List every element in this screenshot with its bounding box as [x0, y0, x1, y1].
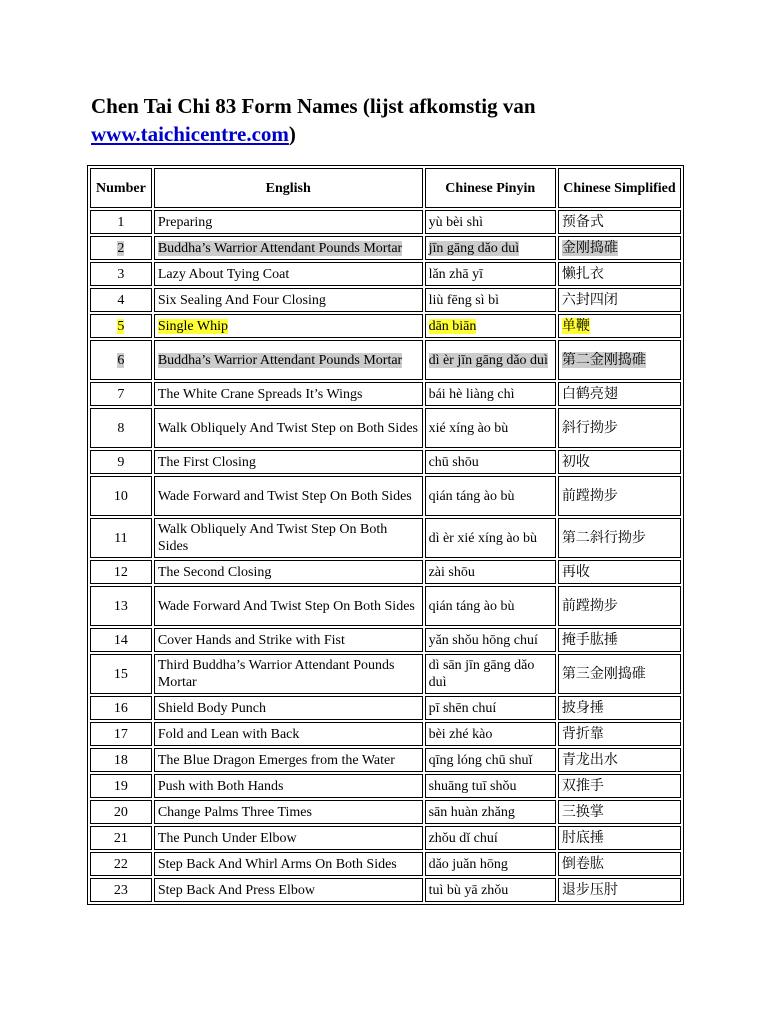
row-chinese-cell: [558, 774, 681, 798]
table-row: [90, 476, 681, 516]
row-chinese-cell: [558, 852, 681, 876]
table-header-row: [90, 168, 681, 208]
row-chinese: 三换掌: [561, 803, 604, 820]
table-row: [90, 774, 681, 798]
form-names-table: [87, 165, 684, 905]
row-chinese: 背折靠: [561, 725, 604, 742]
row-english: Single Whip: [157, 318, 228, 334]
row-number: 1: [117, 214, 125, 230]
row-chinese-cell: [558, 314, 681, 338]
row-number: 13: [113, 598, 128, 614]
row-number: 14: [113, 632, 128, 648]
row-chinese-cell: [558, 518, 681, 558]
row-chinese: 初收: [561, 453, 590, 470]
row-english: Buddha’s Warrior Attendant Pounds Mortar: [157, 240, 403, 256]
row-number-cell: [90, 800, 152, 824]
row-number-cell: [90, 210, 152, 234]
row-pinyin: xié xíng ào bù: [428, 420, 509, 436]
row-english-cell: [154, 560, 423, 584]
row-pinyin: dì èr xié xíng ào bù: [428, 530, 538, 546]
row-pinyin-cell: [425, 560, 556, 584]
row-chinese: 再收: [561, 563, 590, 580]
row-chinese-cell: [558, 382, 681, 406]
row-number-cell: [90, 560, 152, 584]
row-pinyin: dān biān: [428, 318, 477, 334]
row-chinese-cell: [558, 560, 681, 584]
row-chinese-cell: [558, 236, 681, 260]
row-pinyin: tuì bù yā zhǒu: [428, 882, 509, 898]
row-pinyin-cell: [425, 450, 556, 474]
row-chinese: 披身捶: [561, 699, 604, 716]
table-row: [90, 826, 681, 850]
row-english-cell: [154, 628, 423, 652]
row-english-cell: [154, 800, 423, 824]
table-row: [90, 654, 681, 694]
row-chinese-cell: [558, 340, 681, 380]
row-number: 15: [113, 666, 128, 682]
row-chinese-cell: [558, 800, 681, 824]
row-pinyin-cell: [425, 696, 556, 720]
row-pinyin: bèi zhé kào: [428, 726, 493, 742]
document-title: [91, 92, 711, 148]
row-chinese: 懒扎衣: [561, 265, 604, 282]
row-english-cell: [154, 288, 423, 312]
row-pinyin: pī shēn chuí: [428, 700, 497, 716]
row-pinyin-cell: [425, 382, 556, 406]
row-number-cell: [90, 476, 152, 516]
row-english-cell: [154, 408, 423, 448]
table-row: [90, 628, 681, 652]
row-pinyin-cell: [425, 340, 556, 380]
row-english: Buddha’s Warrior Attendant Pounds Mortar: [157, 352, 403, 368]
row-pinyin: dì sān jīn gāng dǎo duì: [428, 658, 535, 690]
row-english: The Blue Dragon Emerges from the Water: [157, 752, 395, 768]
row-english: Six Sealing And Four Closing: [157, 292, 326, 308]
row-pinyin: liù fēng sì bì: [428, 292, 499, 308]
row-chinese: 双推手: [561, 777, 604, 794]
row-pinyin: jīn gāng dǎo duì: [428, 240, 520, 256]
row-chinese: 前蹚拗步: [561, 597, 618, 614]
row-number-cell: [90, 628, 152, 652]
row-number: 23: [113, 882, 128, 898]
row-chinese: 六封四闭: [561, 291, 618, 308]
row-chinese-cell: [558, 476, 681, 516]
row-english-cell: [154, 586, 423, 626]
row-english: Wade Forward And Twist Step On Both Sides: [157, 598, 415, 614]
header-number: Number: [90, 168, 152, 208]
row-number-cell: [90, 852, 152, 876]
row-pinyin-cell: [425, 586, 556, 626]
table-row: [90, 560, 681, 584]
row-number: 5: [117, 318, 125, 334]
row-chinese: 第二金刚捣碓: [561, 351, 646, 368]
row-pinyin-cell: [425, 852, 556, 876]
row-chinese: 肘底捶: [561, 829, 604, 846]
row-chinese: 预备式: [561, 213, 604, 230]
row-pinyin: dì èr jīn gāng dǎo duì: [428, 352, 548, 368]
row-number: 22: [113, 856, 128, 872]
table-row: [90, 314, 681, 338]
table-row: [90, 210, 681, 234]
row-english: Change Palms Three Times: [157, 804, 312, 820]
row-english: Push with Both Hands: [157, 778, 284, 794]
row-chinese: 白鹤亮翅: [561, 385, 618, 402]
row-chinese: 倒卷肱: [561, 855, 604, 872]
table-row: [90, 696, 681, 720]
row-pinyin-cell: [425, 722, 556, 746]
table-row: [90, 748, 681, 772]
row-number: 16: [113, 700, 128, 716]
row-english: Wade Forward and Twist Step On Both Sides: [157, 488, 412, 504]
row-english-cell: [154, 878, 423, 902]
row-pinyin-cell: [425, 476, 556, 516]
row-number: 9: [117, 454, 125, 470]
row-chinese-cell: [558, 628, 681, 652]
row-number-cell: [90, 654, 152, 694]
row-english-cell: [154, 382, 423, 406]
row-pinyin-cell: [425, 210, 556, 234]
row-chinese-cell: [558, 288, 681, 312]
table-row: [90, 408, 681, 448]
table-row: [90, 800, 681, 824]
header-chinese: Chinese Simplified: [558, 168, 681, 208]
row-number-cell: [90, 340, 152, 380]
row-chinese: 单鞭: [561, 317, 590, 334]
row-number: 20: [113, 804, 128, 820]
row-pinyin-cell: [425, 800, 556, 824]
row-chinese-cell: [558, 826, 681, 850]
row-chinese: 第三金刚捣碓: [561, 665, 646, 682]
row-chinese: 退步压肘: [561, 881, 618, 898]
row-pinyin-cell: [425, 314, 556, 338]
row-pinyin: yù bèi shì: [428, 214, 484, 230]
row-pinyin: dǎo juǎn hōng: [428, 856, 508, 872]
row-pinyin: yǎn shǒu hōng chuí: [428, 632, 538, 648]
row-pinyin: zhǒu dǐ chuí: [428, 830, 498, 846]
row-number: 11: [114, 530, 128, 546]
table-row: [90, 382, 681, 406]
row-number-cell: [90, 696, 152, 720]
row-pinyin: qīng lóng chū shuǐ: [428, 752, 533, 768]
row-number: 4: [117, 292, 125, 308]
row-number: 6: [117, 352, 125, 368]
row-english-cell: [154, 262, 423, 286]
row-chinese-cell: [558, 696, 681, 720]
row-number: 12: [113, 564, 128, 580]
row-english: Preparing: [157, 214, 213, 230]
row-number: 8: [117, 420, 125, 436]
row-pinyin: lǎn zhā yī: [428, 266, 483, 282]
table-row: [90, 518, 681, 558]
row-english: Cover Hands and Strike with Fist: [157, 632, 345, 648]
row-pinyin-cell: [425, 518, 556, 558]
table-row: [90, 586, 681, 626]
table-row: [90, 340, 681, 380]
row-chinese-cell: [558, 450, 681, 474]
row-english: Step Back And Press Elbow: [157, 882, 315, 898]
row-english-cell: [154, 748, 423, 772]
row-pinyin-cell: [425, 262, 556, 286]
row-english-cell: [154, 774, 423, 798]
row-pinyin-cell: [425, 408, 556, 448]
title-tail: ): [288, 122, 296, 146]
row-number: 3: [117, 266, 125, 282]
row-pinyin-cell: [425, 288, 556, 312]
row-english-cell: [154, 314, 423, 338]
row-number: 19: [113, 778, 128, 794]
row-number: 21: [113, 830, 128, 846]
row-number: 18: [113, 752, 128, 768]
row-number-cell: [90, 748, 152, 772]
row-number-cell: [90, 518, 152, 558]
row-english-cell: [154, 518, 423, 558]
row-chinese: 金刚捣碓: [561, 239, 618, 256]
row-number-cell: [90, 314, 152, 338]
row-number: 2: [117, 240, 125, 256]
row-number-cell: [90, 722, 152, 746]
row-english: The Punch Under Elbow: [157, 830, 297, 846]
row-english-cell: [154, 236, 423, 260]
row-pinyin-cell: [425, 236, 556, 260]
row-number: 7: [117, 386, 125, 402]
row-english-cell: [154, 826, 423, 850]
row-english-cell: [154, 450, 423, 474]
row-number-cell: [90, 586, 152, 626]
row-pinyin: chū shōu: [428, 454, 479, 470]
row-chinese-cell: [558, 654, 681, 694]
row-number-cell: [90, 450, 152, 474]
row-number-cell: [90, 774, 152, 798]
table-row: [90, 262, 681, 286]
row-chinese-cell: [558, 586, 681, 626]
row-chinese-cell: [558, 262, 681, 286]
row-chinese-cell: [558, 722, 681, 746]
row-english: Step Back And Whirl Arms On Both Sides: [157, 856, 397, 872]
header-pinyin: Chinese Pinyin: [425, 168, 556, 208]
row-number: 10: [113, 488, 128, 504]
row-number-cell: [90, 408, 152, 448]
row-pinyin-cell: [425, 774, 556, 798]
row-pinyin: bái hè liàng chì: [428, 386, 515, 402]
row-number-cell: [90, 288, 152, 312]
row-english: The Second Closing: [157, 564, 272, 580]
row-chinese-cell: [558, 878, 681, 902]
table-row: [90, 288, 681, 312]
row-english: Walk Obliquely And Twist Step on Both Sides: [157, 420, 418, 436]
row-english-cell: [154, 654, 423, 694]
row-pinyin-cell: [425, 748, 556, 772]
row-chinese-cell: [558, 408, 681, 448]
row-chinese: 前蹚拗步: [561, 487, 618, 504]
row-pinyin: qián táng ào bù: [428, 488, 515, 504]
row-pinyin-cell: [425, 654, 556, 694]
row-pinyin: zài shōu: [428, 564, 475, 580]
table-row: [90, 852, 681, 876]
source-link[interactable]: www.taichicentre.com: [91, 122, 289, 146]
row-chinese-cell: [558, 210, 681, 234]
row-english: Fold and Lean with Back: [157, 726, 300, 742]
row-number-cell: [90, 382, 152, 406]
row-number: 17: [113, 726, 128, 742]
row-number-cell: [90, 262, 152, 286]
table-row: [90, 450, 681, 474]
row-english-cell: [154, 340, 423, 380]
row-english-cell: [154, 722, 423, 746]
row-pinyin: sān huàn zhǎng: [428, 804, 515, 820]
title-text: Chen Tai Chi 83 Form Names (lijst afkomstig van: [91, 94, 536, 118]
row-number-cell: [90, 878, 152, 902]
row-pinyin: shuāng tuī shǒu: [428, 778, 517, 794]
row-chinese: 掩手肱捶: [561, 631, 618, 648]
table-row: [90, 878, 681, 902]
row-chinese-cell: [558, 748, 681, 772]
row-pinyin-cell: [425, 826, 556, 850]
header-english: English: [154, 168, 423, 208]
table-row: [90, 236, 681, 260]
row-english-cell: [154, 476, 423, 516]
row-chinese: 青龙出水: [561, 751, 618, 768]
row-pinyin-cell: [425, 878, 556, 902]
row-english: Walk Obliquely And Twist Step On Both Sides: [157, 522, 388, 554]
row-english-cell: [154, 696, 423, 720]
row-pinyin-cell: [425, 628, 556, 652]
row-pinyin: qián táng ào bù: [428, 598, 515, 614]
row-english: Lazy About Tying Coat: [157, 266, 290, 282]
row-chinese: 第二斜行拗步: [561, 529, 646, 546]
table-row: [90, 722, 681, 746]
row-english: The White Crane Spreads It’s Wings: [157, 386, 363, 402]
row-number-cell: [90, 236, 152, 260]
row-number-cell: [90, 826, 152, 850]
row-english-cell: [154, 210, 423, 234]
row-english: The First Closing: [157, 454, 256, 470]
row-chinese: 斜行拗步: [561, 419, 618, 436]
row-english: Third Buddha’s Warrior Attendant Pounds Mortar: [157, 658, 395, 690]
row-english-cell: [154, 852, 423, 876]
row-english: Shield Body Punch: [157, 700, 266, 716]
